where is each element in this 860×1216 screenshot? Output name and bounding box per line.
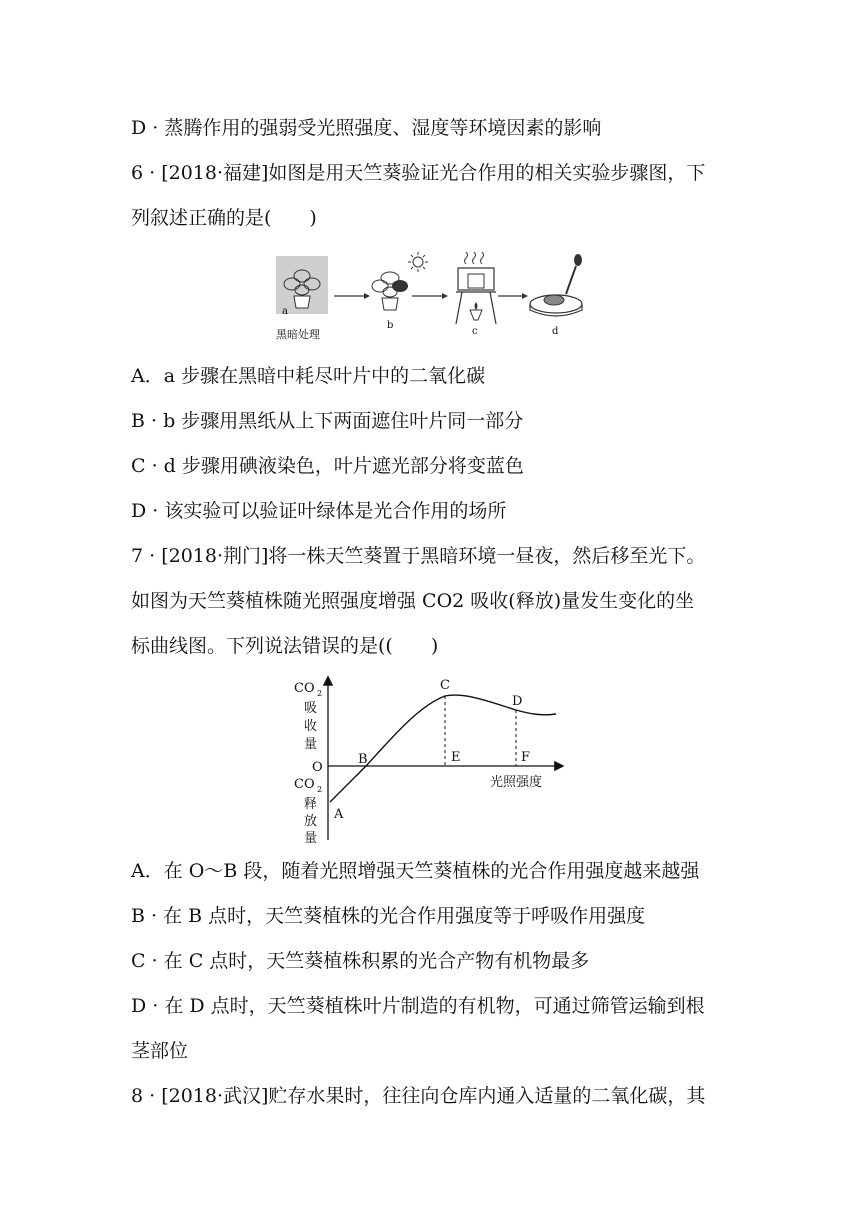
y-label-bottom-char2: 放 [304,814,318,829]
y-label-top-char1: 吸 [304,701,318,716]
co2-curve-chart [290,672,580,848]
experiment-steps-figure [272,248,612,344]
option-a-q7: A．在 O～B 段，随着光照增强天竺葵植株的光合作用强度越来越强 [131,860,700,882]
y-label-co2-top: CO [294,681,315,696]
step-c-label: c [472,326,478,337]
step-d-label: d [552,326,559,337]
step-a-label: a [282,306,288,317]
step-d-iodine-staining [530,254,582,337]
option-d-q7-cont: 茎部位 [131,1040,189,1062]
step-c-water-bath [456,252,496,337]
origin-label: O [312,760,323,775]
option-d-q5: D · 蒸腾作用的强弱受光照强度、湿度等环境因素的影响 [131,117,602,139]
y-label-top-char2: 收 [304,719,318,734]
y-label-co2-bottom: CO [294,777,315,792]
option-b-q7: B · 在 B 点时，天竺葵植株的光合作用强度等于呼吸作用强度 [131,905,646,927]
y-label-bottom-char3: 量 [304,831,318,846]
x-axis-label: 光照强度 [490,775,543,790]
option-c-q6: C · d 步骤用碘液染色，叶片遮光部分将变蓝色 [131,455,524,477]
point-a-label: A [334,807,344,822]
option-d-q6: D · 该实验可以验证叶绿体是光合作用的场所 [131,500,507,522]
question-8-stem: 8 · [2018·武汉]贮存水果时，往往向仓库内通入适量的二氧化碳，其 [131,1085,706,1107]
step-b-label: b [387,320,394,331]
y-label-co2-bottom-sub: 2 [317,785,323,794]
option-d-q7: D · 在 D 点时，天竺葵植株叶片制造的有机物，可通过筛管运输到根 [131,995,705,1017]
question-7-stem-cont: 如图为天竺葵植株随光照强度增强 CO2 吸收(释放)量发生变化的坐 [131,590,695,612]
step-b-light-exposure [372,252,428,331]
point-e-label: E [451,750,461,765]
option-b-q6: B · b 步骤用黑纸从上下两面遮住叶片同一部分 [131,410,524,432]
question-7-stem-cont2: 标曲线图。下列说法错误的是(( ) [131,635,439,657]
question-7-stem: 7 · [2018·荆门]将一株天竺葵置于黑暗环境一昼夜，然后移至光下。 [131,545,706,567]
step-a-dark-treatment [276,256,328,341]
point-d-label: D [512,694,523,709]
y-label-co2-top-sub: 2 [317,689,323,698]
question-6-stem: 6 · [2018·福建]如图是用天竺葵验证光合作用的相关实验步骤图，下 [131,162,706,184]
option-a-q6: A．a 步骤在黑暗中耗尽叶片中的二氧化碳 [131,365,486,387]
y-label-bottom-char1: 释 [304,797,318,812]
option-c-q7: C · 在 C 点时，天竺葵植株积累的光合产物有机物最多 [131,950,590,972]
point-f-label: F [521,750,531,765]
step-a-caption: 黑暗处理 [276,328,320,341]
point-b-label: B [358,752,368,767]
question-6-stem-cont: 列叙述正确的是( ) [131,207,317,229]
y-label-top-char3: 量 [304,737,318,752]
point-c-label: C [440,678,450,693]
